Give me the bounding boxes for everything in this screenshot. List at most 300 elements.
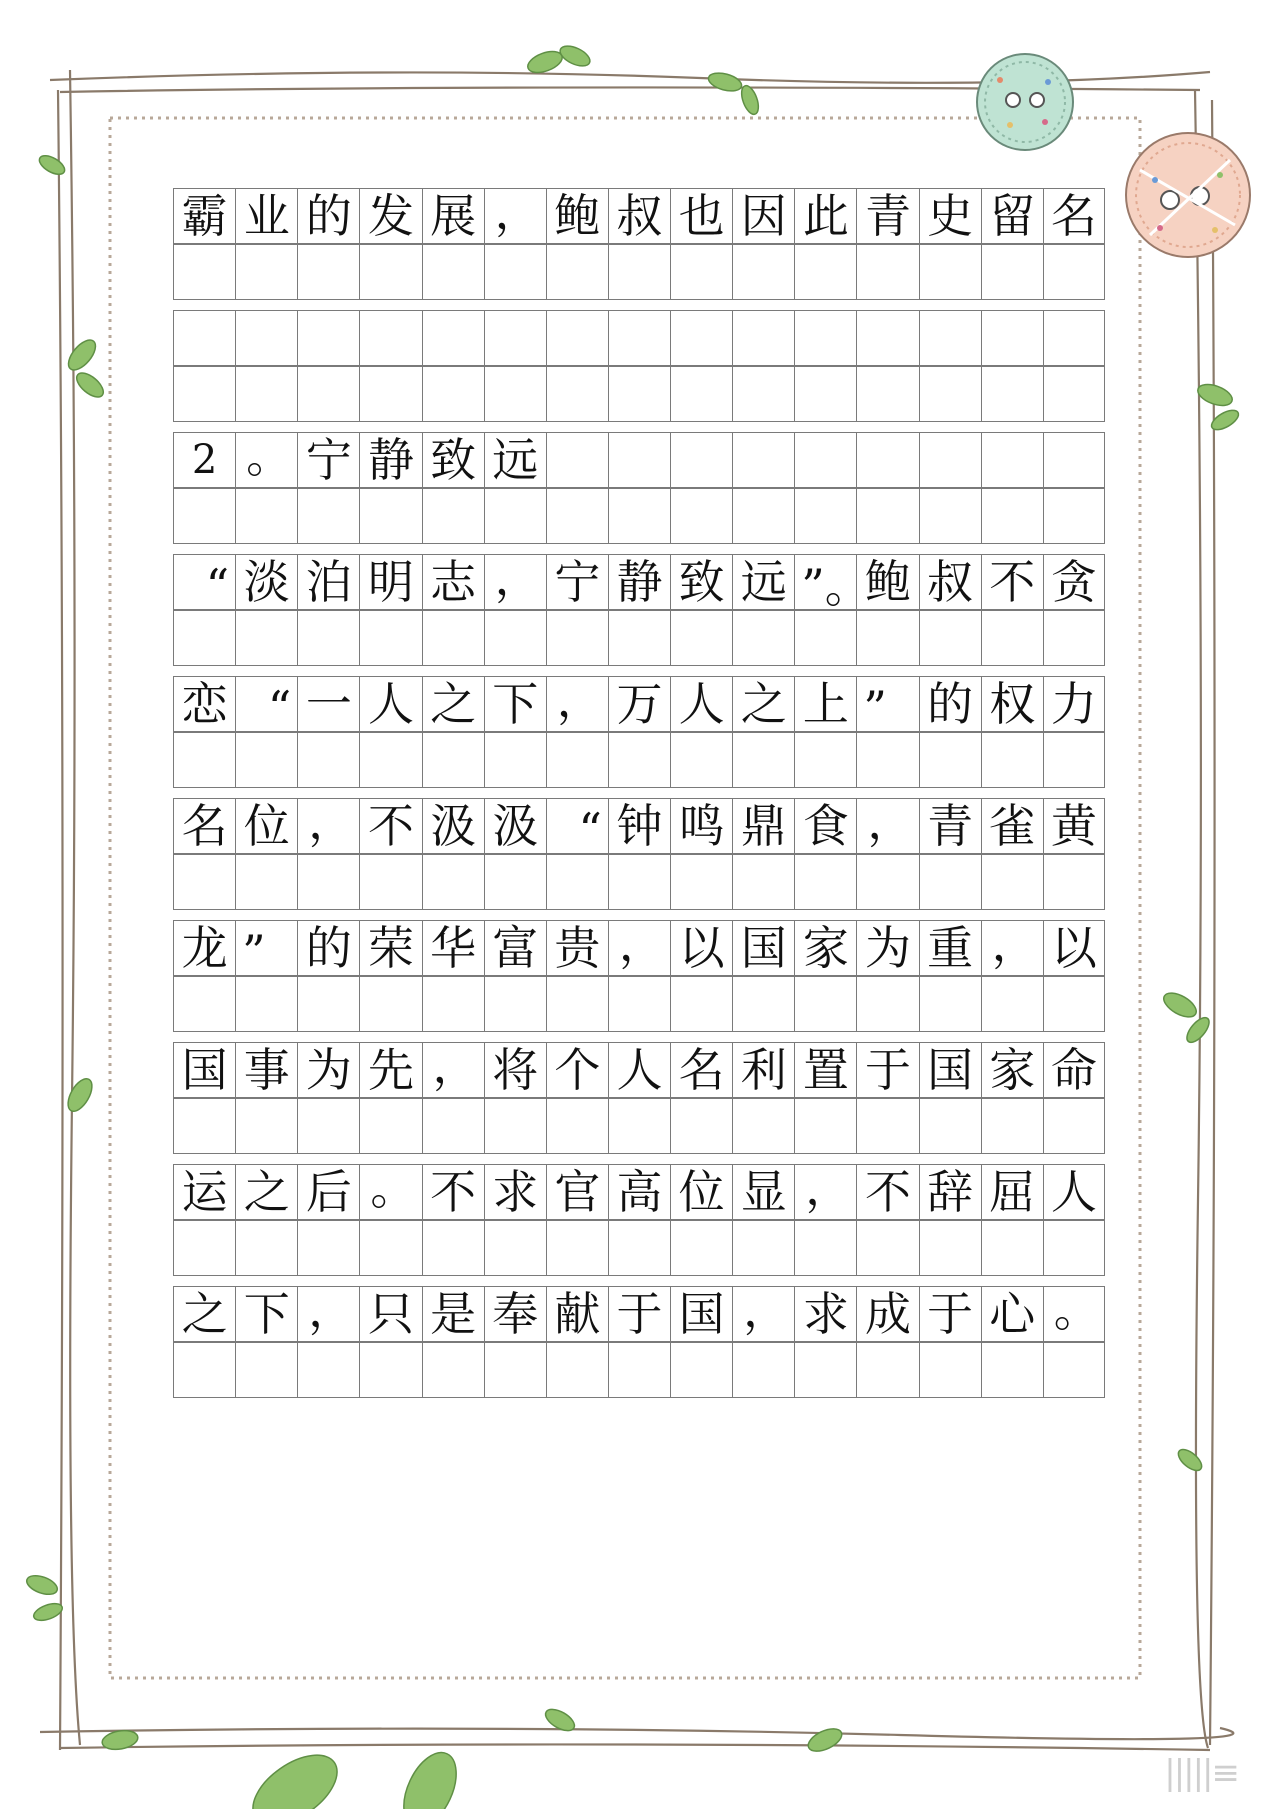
grid-cell-blank — [173, 732, 235, 788]
text-row — [173, 673, 1105, 735]
grid-cell: 展 — [422, 188, 484, 244]
blank-row — [173, 1342, 1105, 1398]
grid-cell-blank — [484, 732, 546, 788]
grid-cell: 高 — [608, 1164, 670, 1220]
grid-cell-blank — [670, 854, 732, 910]
leaf — [707, 70, 744, 94]
grid-cell — [856, 432, 918, 488]
grid-cell: 青 — [856, 188, 918, 244]
grid-cell-blank — [235, 1342, 297, 1398]
grid-cell-blank — [173, 976, 235, 1032]
grid-cell-blank — [919, 244, 981, 300]
grid-cell-blank — [484, 1220, 546, 1276]
grid-cell: 静 — [359, 432, 421, 488]
grid-cell: ”。 — [794, 554, 856, 610]
writing-grid-sheet — [173, 185, 1105, 1570]
grid-cell: 远 — [732, 554, 794, 610]
grid-cell-blank — [794, 976, 856, 1032]
grid-cell-blank — [546, 1342, 608, 1398]
grid-cell: 龙 — [173, 920, 235, 976]
leaf — [24, 1572, 60, 1598]
grid-cell: 因 — [732, 188, 794, 244]
grid-cell: 霸 — [173, 188, 235, 244]
grid-cell-blank — [1043, 366, 1105, 422]
grid-cell-blank — [608, 1342, 670, 1398]
grid-cell-blank — [732, 1342, 794, 1398]
grid-cell-blank — [670, 1342, 732, 1398]
leaf — [542, 1705, 578, 1735]
grid-cell: 名 — [670, 1042, 732, 1098]
grid-cell-blank — [856, 1098, 918, 1154]
grid-cell-blank — [732, 732, 794, 788]
grid-cell-blank — [235, 366, 297, 422]
grid-cell-blank — [422, 610, 484, 666]
grid-cell: 宁 — [297, 432, 359, 488]
grid-cell-blank — [670, 488, 732, 544]
grid-cell — [359, 310, 421, 366]
grid-cell: 人 — [608, 1042, 670, 1098]
grid-band — [173, 795, 1105, 910]
grid-cell: 淡 — [235, 554, 297, 610]
grid-band — [173, 1283, 1105, 1398]
grid-cell-blank — [856, 610, 918, 666]
grid-cell: 远 — [484, 432, 546, 488]
grid-cell-blank — [359, 1098, 421, 1154]
watermark-text: |||||≡ — [1164, 1753, 1238, 1793]
grid-cell-blank — [794, 854, 856, 910]
grid-cell: 置 — [794, 1042, 856, 1098]
grid-cell: 2 — [173, 432, 235, 488]
grid-cell-blank — [173, 854, 235, 910]
grid-cell — [484, 310, 546, 366]
grid-cell-blank — [297, 488, 359, 544]
grid-cell-blank — [235, 488, 297, 544]
grid-cell-blank — [173, 1220, 235, 1276]
grid-cell: 钟 — [608, 798, 670, 854]
grid-cell: 荣 — [359, 920, 421, 976]
grid-cell-blank — [919, 488, 981, 544]
grid-cell: 个 — [546, 1042, 608, 1098]
grid-cell: 鲍 — [546, 188, 608, 244]
grid-cell-blank — [235, 1098, 297, 1154]
grid-cell-blank — [608, 732, 670, 788]
grid-cell-blank — [1043, 488, 1105, 544]
grid-cell — [856, 310, 918, 366]
blank-row — [173, 732, 1105, 788]
grid-band — [173, 917, 1105, 1032]
grid-cell-blank — [359, 732, 421, 788]
grid-cell-blank — [981, 1342, 1043, 1398]
text-row — [173, 1283, 1105, 1342]
grid-cell-blank — [919, 732, 981, 788]
grid-cell: 一 — [297, 676, 359, 732]
grid-cell: 将 — [484, 1042, 546, 1098]
grid-cell-blank — [794, 1342, 856, 1398]
grid-cell: 不 — [359, 798, 421, 854]
grid-cell — [670, 432, 732, 488]
grid-cell-blank — [235, 1220, 297, 1276]
grid-cell: 显 — [732, 1164, 794, 1220]
grid-cell: 万 — [608, 676, 670, 732]
grid-cell-blank — [856, 1220, 918, 1276]
grid-cell: ， — [484, 554, 546, 610]
grid-cell-blank — [173, 1098, 235, 1154]
grid-cell: ， — [608, 920, 670, 976]
grid-band — [173, 673, 1105, 788]
blank-row — [173, 1098, 1105, 1154]
grid-cell: 命 — [1043, 1042, 1105, 1098]
grid-cell: 力 — [1043, 676, 1105, 732]
blank-row — [173, 366, 1105, 422]
grid-cell-blank — [981, 854, 1043, 910]
grid-cell-blank — [919, 854, 981, 910]
grid-cell-blank — [981, 732, 1043, 788]
grid-cell-blank — [359, 244, 421, 300]
grid-cell: 之 — [173, 1286, 235, 1342]
leaf — [1195, 380, 1235, 409]
grid-cell: 。 — [359, 1164, 421, 1220]
grid-cell-blank — [235, 610, 297, 666]
grid-band — [173, 1039, 1105, 1154]
grid-cell: “ — [546, 798, 608, 854]
grid-cell: 官 — [546, 1164, 608, 1220]
grid-cell-blank — [297, 1098, 359, 1154]
grid-cell: 华 — [422, 920, 484, 976]
grid-cell-blank — [732, 610, 794, 666]
grid-cell-blank — [608, 854, 670, 910]
text-row — [173, 310, 1105, 366]
grid-cell: 之 — [422, 676, 484, 732]
grid-cell-blank — [235, 732, 297, 788]
grid-cell-blank — [608, 366, 670, 422]
grid-cell-blank — [919, 366, 981, 422]
grid-cell-blank — [546, 610, 608, 666]
grid-cell-blank — [422, 366, 484, 422]
grid-cell-blank — [422, 1098, 484, 1154]
grid-cell-blank — [670, 610, 732, 666]
grid-cell: 上 — [794, 676, 856, 732]
grid-cell: 下 — [484, 676, 546, 732]
leaf — [805, 1724, 845, 1756]
grid-cell-blank — [794, 1220, 856, 1276]
grid-cell-blank — [608, 1098, 670, 1154]
grid-cell: 。 — [235, 432, 297, 488]
grid-band — [173, 185, 1105, 300]
grid-cell — [919, 310, 981, 366]
grid-cell-blank — [173, 244, 235, 300]
grid-cell: 此 — [794, 188, 856, 244]
grid-cell-blank — [794, 732, 856, 788]
grid-cell: 致 — [422, 432, 484, 488]
grid-cell-blank — [297, 610, 359, 666]
grid-cell-blank — [670, 244, 732, 300]
grid-cell-blank — [422, 244, 484, 300]
grid-cell: 明 — [359, 554, 421, 610]
grid-cell-blank — [919, 976, 981, 1032]
grid-cell-blank — [732, 1220, 794, 1276]
grid-cell-blank — [981, 976, 1043, 1032]
grid-cell: 于 — [856, 1042, 918, 1098]
grid-cell-blank — [297, 732, 359, 788]
grid-cell: 国 — [173, 1042, 235, 1098]
grid-cell-blank — [919, 610, 981, 666]
grid-cell-blank — [546, 976, 608, 1032]
grid-cell-blank — [794, 366, 856, 422]
grid-cell-blank — [1043, 610, 1105, 666]
grid-cell: ， — [546, 676, 608, 732]
grid-cell: 发 — [359, 188, 421, 244]
text-row — [173, 795, 1105, 857]
grid-cell-blank — [484, 244, 546, 300]
grid-cell-blank — [173, 610, 235, 666]
grid-cell-blank — [235, 244, 297, 300]
grid-cell-blank — [856, 1342, 918, 1398]
grid-cell: 下 — [235, 1286, 297, 1342]
grid-cell: 运 — [173, 1164, 235, 1220]
button-decoration-peach — [1126, 133, 1250, 257]
grid-cell — [919, 432, 981, 488]
grid-cell-blank — [546, 1098, 608, 1154]
grid-cell — [732, 310, 794, 366]
grid-cell-blank — [422, 488, 484, 544]
leaf — [63, 1075, 97, 1115]
grid-cell: 名 — [173, 798, 235, 854]
grid-cell: 青 — [919, 798, 981, 854]
grid-cell-blank — [546, 1220, 608, 1276]
leaf — [1175, 1446, 1205, 1475]
grid-cell: 人 — [1043, 1164, 1105, 1220]
grid-cell: 。 — [1043, 1286, 1105, 1342]
grid-cell: 求 — [484, 1164, 546, 1220]
grid-cell: 也 — [670, 188, 732, 244]
leaf — [32, 1600, 65, 1623]
blank-row — [173, 610, 1105, 666]
text-row — [173, 551, 1105, 613]
grid-cell-blank — [981, 1098, 1043, 1154]
grid-cell-blank — [297, 976, 359, 1032]
grid-cell: 鸣 — [670, 798, 732, 854]
grid-cell-blank — [173, 488, 235, 544]
grid-cell: “ — [173, 554, 235, 610]
grid-cell: 不 — [856, 1164, 918, 1220]
grid-cell-blank — [422, 1220, 484, 1276]
grid-cell-blank — [359, 854, 421, 910]
grid-cell: 位 — [235, 798, 297, 854]
grid-cell-blank — [297, 366, 359, 422]
grid-cell: 求 — [794, 1286, 856, 1342]
grid-cell-blank — [422, 732, 484, 788]
grid-cell: 奉 — [484, 1286, 546, 1342]
grid-cell-blank — [546, 732, 608, 788]
grid-cell — [981, 432, 1043, 488]
grid-cell: 鼎 — [732, 798, 794, 854]
grid-cell: 的 — [297, 188, 359, 244]
grid-band — [173, 429, 1105, 544]
text-row — [173, 1039, 1105, 1098]
grid-cell: 黄 — [1043, 798, 1105, 854]
grid-cell-blank — [981, 244, 1043, 300]
grid-cell: 利 — [732, 1042, 794, 1098]
grid-cell: 宁 — [546, 554, 608, 610]
grid-cell-blank — [670, 1220, 732, 1276]
grid-cell: 贵 — [546, 920, 608, 976]
grid-cell-blank — [919, 1098, 981, 1154]
blank-row — [173, 854, 1105, 910]
grid-cell: 辞 — [919, 1164, 981, 1220]
grid-cell: 志 — [422, 554, 484, 610]
grid-cell-blank — [981, 1220, 1043, 1276]
grid-cell-blank — [546, 854, 608, 910]
grid-band — [173, 1161, 1105, 1276]
grid-cell-blank — [919, 1342, 981, 1398]
grid-cell: 汲 — [484, 798, 546, 854]
grid-cell — [297, 310, 359, 366]
grid-cell — [422, 310, 484, 366]
grid-cell — [235, 310, 297, 366]
grid-cell-blank — [608, 244, 670, 300]
grid-cell-blank — [1043, 1342, 1105, 1398]
grid-cell: 致 — [670, 554, 732, 610]
grid-cell-blank — [919, 1220, 981, 1276]
grid-cell: 于 — [608, 1286, 670, 1342]
grid-cell: ， — [794, 1164, 856, 1220]
grid-cell-blank — [297, 244, 359, 300]
grid-cell-blank — [235, 854, 297, 910]
grid-cell: 心 — [981, 1286, 1043, 1342]
grid-cell: ， — [484, 188, 546, 244]
grid-cell: ， — [732, 1286, 794, 1342]
grid-cell-blank — [856, 732, 918, 788]
grid-cell: ， — [856, 798, 918, 854]
blank-row — [173, 976, 1105, 1032]
grid-cell-blank — [546, 366, 608, 422]
grid-cell: ， — [297, 1286, 359, 1342]
grid-cell-blank — [359, 1342, 421, 1398]
grid-cell: 人 — [359, 676, 421, 732]
grid-cell-blank — [670, 976, 732, 1032]
grid-cell: 不 — [981, 554, 1043, 610]
grid-cell-blank — [670, 732, 732, 788]
grid-cell-blank — [484, 366, 546, 422]
grid-cell-blank — [484, 1098, 546, 1154]
grid-cell-blank — [546, 244, 608, 300]
grid-cell: 留 — [981, 188, 1043, 244]
grid-band — [173, 551, 1105, 666]
grid-cell — [608, 310, 670, 366]
grid-cell-blank — [794, 244, 856, 300]
grid-cell — [608, 432, 670, 488]
grid-cell-blank — [670, 1098, 732, 1154]
text-row — [173, 917, 1105, 979]
grid-cell: 权 — [981, 676, 1043, 732]
grid-cell: 不 — [422, 1164, 484, 1220]
leaf — [393, 1744, 467, 1809]
text-row — [173, 185, 1105, 244]
grid-cell-blank — [608, 1220, 670, 1276]
grid-cell: 以 — [1043, 920, 1105, 976]
grid-cell-blank — [359, 366, 421, 422]
grid-cell: 为 — [856, 920, 918, 976]
grid-cell: 之 — [732, 676, 794, 732]
grid-cell-blank — [359, 488, 421, 544]
grid-cell: 恋 — [173, 676, 235, 732]
grid-cell: 国 — [919, 1042, 981, 1098]
grid-cell-blank — [1043, 1098, 1105, 1154]
grid-cell-blank — [670, 366, 732, 422]
grid-cell: 是 — [422, 1286, 484, 1342]
grid-cell: 静 — [608, 554, 670, 610]
grid-cell: 位 — [670, 1164, 732, 1220]
grid-cell-blank — [608, 488, 670, 544]
leaf — [241, 1741, 349, 1809]
grid-cell-blank — [794, 610, 856, 666]
blank-row — [173, 244, 1105, 300]
grid-cell-blank — [484, 976, 546, 1032]
grid-cell-blank — [484, 488, 546, 544]
grid-cell: ， — [297, 798, 359, 854]
grid-cell-blank — [856, 366, 918, 422]
blank-row — [173, 1220, 1105, 1276]
grid-cell-blank — [546, 488, 608, 544]
grid-cell: 献 — [546, 1286, 608, 1342]
grid-cell-blank — [173, 1342, 235, 1398]
grid-cell-blank — [856, 854, 918, 910]
text-row — [173, 429, 1105, 488]
grid-cell-blank — [732, 1098, 794, 1154]
grid-cell: 汲 — [422, 798, 484, 854]
grid-cell-blank — [981, 610, 1043, 666]
grid-cell: 的 — [919, 676, 981, 732]
leaf — [1183, 1014, 1213, 1046]
leaf — [64, 335, 101, 374]
text-row — [173, 1161, 1105, 1220]
grid-cell-blank — [173, 366, 235, 422]
grid-cell: ” — [235, 920, 297, 976]
grid-cell: 先 — [359, 1042, 421, 1098]
grid-cell: 人 — [670, 676, 732, 732]
grid-cell-blank — [732, 488, 794, 544]
grid-cell-blank — [359, 610, 421, 666]
leaf — [557, 42, 593, 70]
leaf — [1160, 988, 1200, 1022]
grid-cell-blank — [1043, 1220, 1105, 1276]
grid-cell: 于 — [919, 1286, 981, 1342]
grid-cell-blank — [422, 1342, 484, 1398]
grid-cell: 国 — [732, 920, 794, 976]
grid-cell: 只 — [359, 1286, 421, 1342]
grid-cell — [794, 432, 856, 488]
grid-cell-blank — [484, 1342, 546, 1398]
grid-cell-blank — [981, 366, 1043, 422]
grid-cell-blank — [732, 976, 794, 1032]
grid-cell: 屈 — [981, 1164, 1043, 1220]
grid-cell-blank — [981, 488, 1043, 544]
grid-cell — [794, 310, 856, 366]
grid-cell-blank — [422, 976, 484, 1032]
grid-cell: 为 — [297, 1042, 359, 1098]
grid-cell: 后 — [297, 1164, 359, 1220]
grid-cell-blank — [608, 976, 670, 1032]
grid-cell-blank — [856, 488, 918, 544]
grid-cell-blank — [794, 488, 856, 544]
leaf — [73, 369, 108, 402]
grid-cell: 富 — [484, 920, 546, 976]
grid-cell-blank — [794, 1098, 856, 1154]
grid-cell: 国 — [670, 1286, 732, 1342]
grid-cell-blank — [484, 854, 546, 910]
blank-row — [173, 488, 1105, 544]
grid-cell-blank — [1043, 244, 1105, 300]
